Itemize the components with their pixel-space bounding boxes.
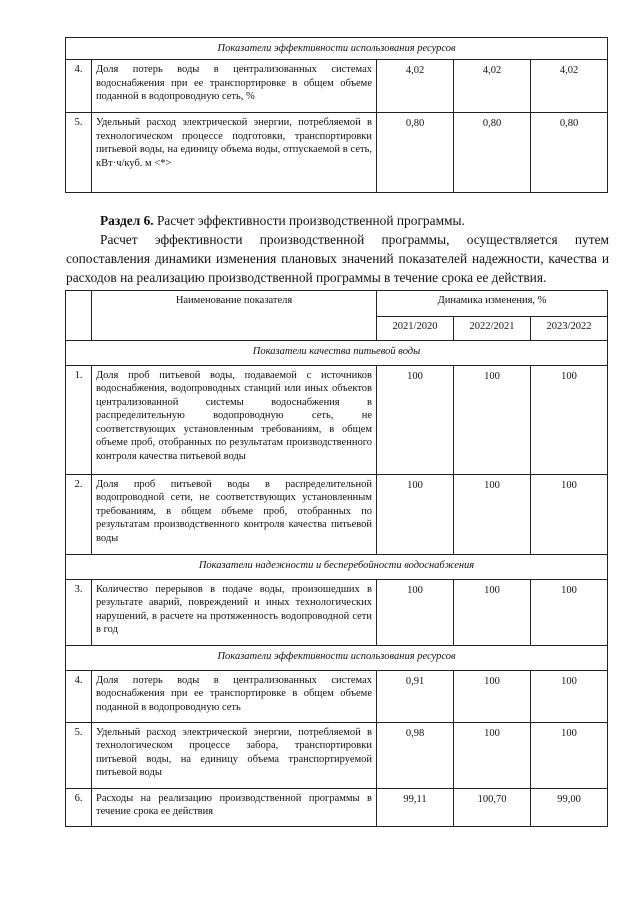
section-title: Показатели надежности и бесперебойности водоснабжения — [66, 555, 608, 580]
row-number: 4. — [66, 60, 92, 113]
value-cell: 4,02 — [454, 60, 531, 113]
value-cell: 100 — [454, 580, 531, 646]
value-cell: 99,00 — [531, 789, 608, 827]
indicator-name: Доля потерь воды в централизованных системах водоснабжения при ее транспортировке в общем объеме поданной в водопроводную сеть — [92, 671, 377, 723]
section-title: Показатели эффективности использования ресурсов — [66, 646, 608, 671]
row-number: 5. — [66, 113, 92, 193]
row-number: 6. — [66, 789, 92, 827]
value-cell: 100 — [377, 580, 454, 646]
row-number: 4. — [66, 671, 92, 723]
value-cell: 100 — [531, 671, 608, 723]
value-cell: 100 — [454, 475, 531, 555]
section-title: Показатели качества питьевой воды — [66, 341, 608, 366]
table-row — [66, 366, 608, 475]
value-cell: 100 — [377, 475, 454, 555]
indicator-name: Удельный расход электрической энергии, потребляемой в технологическом процессе забора, транспортировки питьевой воды, на единицу объема транспортируемой питьевой воды — [92, 723, 377, 789]
period-header: 2022/2021 — [454, 317, 531, 341]
period-header: 2021/2020 — [377, 317, 454, 341]
value-cell: 100 — [531, 475, 608, 555]
value-cell: 100 — [531, 366, 608, 475]
row-number: 5. — [66, 723, 92, 789]
row-number: 2. — [66, 475, 92, 555]
table-row — [66, 789, 608, 827]
indicator-name: Доля проб питьевой воды, подаваемой с источников водоснабжения, водопроводных станций или иных объектов централизованной системы водоснабжения в распределительную водопроводную сеть, не соответствующих установленным требованиям, в общем объеме проб, отобранных по результатам производственного контроля качества питьевой воды — [92, 366, 377, 475]
table-row — [66, 671, 608, 723]
indicator-name: Доля проб питьевой воды в распределительной водопроводной сети, не соответствующих установленным требованиям, в общем объеме проб, отобранных по результатам производственного контроля качества питьевой воды — [92, 475, 377, 555]
section-paragraph: Расчет эффективности производственной программы, осуществляется путем сопоставления динамики изменения плановых значений показателей надежности, качества и расходов на реализацию производственной программы в течение срока ее действия. — [66, 232, 609, 285]
table-row — [66, 113, 608, 193]
value-cell: 100,70 — [454, 789, 531, 827]
table-row — [66, 580, 608, 646]
table-row — [66, 475, 608, 555]
value-cell: 4,02 — [377, 60, 454, 113]
value-cell: 100 — [454, 671, 531, 723]
header-row — [66, 291, 608, 317]
section-heading — [66, 211, 609, 230]
row-number: 3. — [66, 580, 92, 646]
indicator-name: Доля потерь воды в централизованных системах водоснабжения при ее транспортировке в общем объеме поданной в водопроводную сеть, % — [92, 60, 377, 113]
section-title: Расчет эффективности производственной программы. — [153, 213, 465, 228]
value-cell: 100 — [454, 723, 531, 789]
period-header: 2023/2022 — [531, 317, 608, 341]
value-cell: 0,91 — [377, 671, 454, 723]
section-6-text — [66, 211, 609, 287]
indicator-name: Расходы на реализацию производственной программы в течение срока ее действия — [92, 789, 377, 827]
section-row — [66, 646, 608, 671]
section-row — [66, 341, 608, 366]
resource-efficiency-table — [65, 37, 608, 193]
value-cell: 100 — [454, 366, 531, 475]
value-cell: 0,80 — [531, 113, 608, 193]
section-number: Раздел 6. — [100, 213, 154, 228]
efficiency-dynamics-table — [65, 290, 608, 827]
section-title: Показатели эффективности использования ресурсов — [66, 38, 608, 60]
table-row — [66, 723, 608, 789]
indicator-name: Количество перерывов в подаче воды, произошедших в результате аварий, повреждений и иных технологических нарушений, в расчете на протяженность водопроводной сети в год — [92, 580, 377, 646]
value-cell: 99,11 — [377, 789, 454, 827]
row-number: 1. — [66, 366, 92, 475]
value-cell: 0,80 — [377, 113, 454, 193]
header-number-cell — [66, 291, 92, 341]
indicator-name: Удельный расход электрической энергии, потребляемой в технологическом процессе подготовки, транспортировки питьевой воды, на единицу объема воды, отпускаемой в сеть, кВт·ч/куб. м <*> — [92, 113, 377, 193]
value-cell: 100 — [531, 723, 608, 789]
header-dynamics: Динамика изменения, % — [377, 291, 608, 317]
value-cell: 0,98 — [377, 723, 454, 789]
section-row — [66, 555, 608, 580]
value-cell: 100 — [377, 366, 454, 475]
section-row — [66, 38, 608, 60]
value-cell: 100 — [531, 580, 608, 646]
value-cell: 0,80 — [454, 113, 531, 193]
header-name: Наименование показателя — [92, 291, 377, 341]
table-row — [66, 60, 608, 113]
value-cell: 4,02 — [531, 60, 608, 113]
